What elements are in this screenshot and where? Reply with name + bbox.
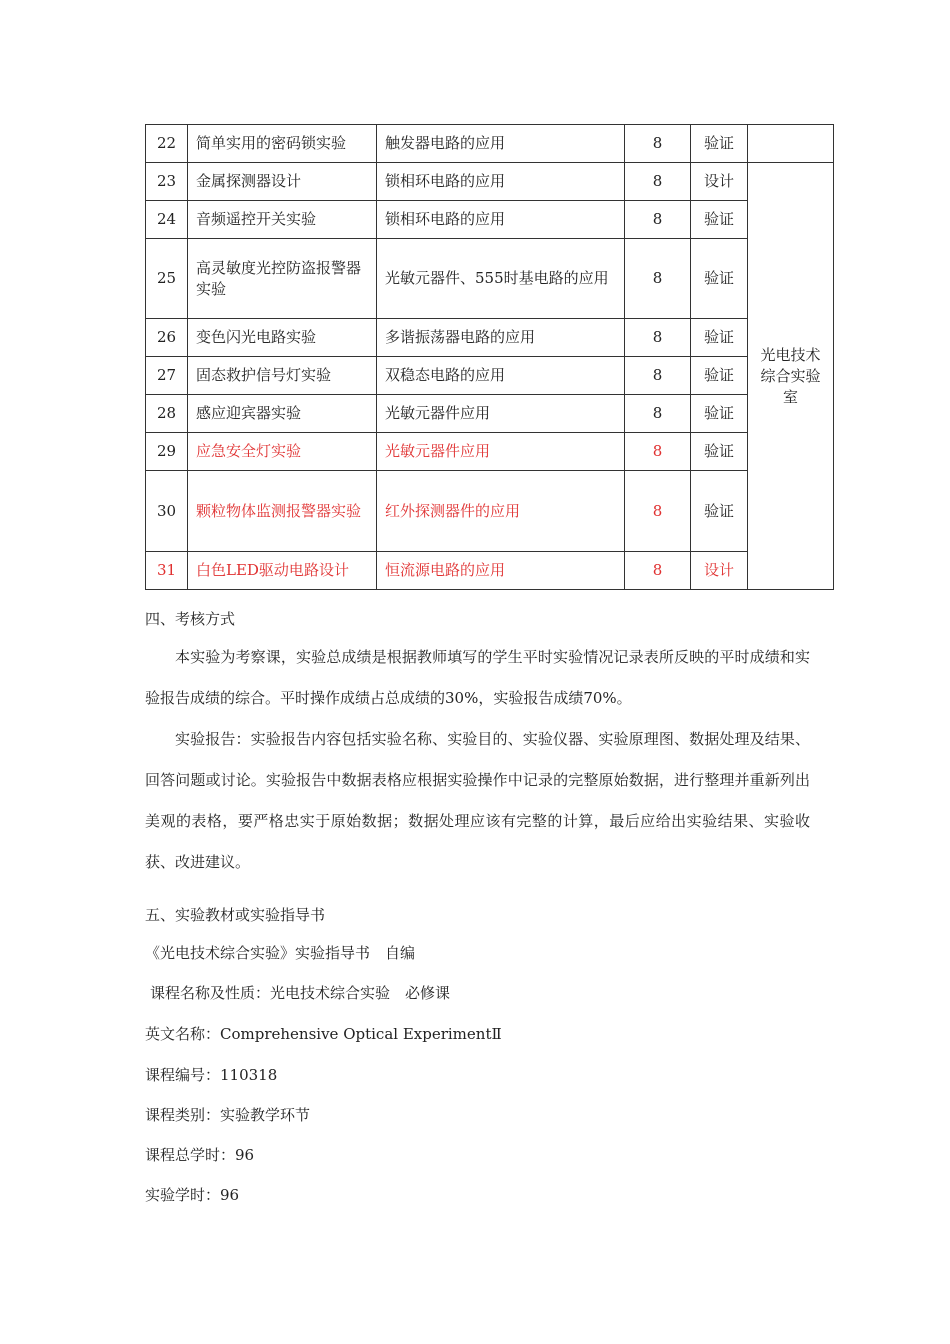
row-number-cell: 23 xyxy=(146,163,188,201)
textbook-line: 《光电技术综合实验》实验指导书 自编 xyxy=(145,944,416,962)
hours-cell: 8 xyxy=(625,163,691,201)
course-name-nature: 课程名称及性质：光电技术综合实验 必修课 xyxy=(150,984,451,1002)
hours-cell: 8 xyxy=(625,357,691,395)
section-4-heading: 四、考核方式 xyxy=(145,610,236,628)
experiment-content-cell: 双稳态电路的应用 xyxy=(377,357,625,395)
experiment-table xyxy=(145,124,834,590)
type-cell: 设计 xyxy=(691,163,748,201)
experiment-content-cell: 光敏元器件、555时基电路的应用 xyxy=(377,239,625,319)
row-number-cell: 22 xyxy=(146,125,188,163)
experiment-content-cell: 红外探测器件的应用 xyxy=(377,471,625,552)
course-lab-hours: 实验学时：96 xyxy=(145,1186,240,1204)
table-row xyxy=(146,125,834,163)
table-row xyxy=(146,239,834,319)
hours-cell: 8 xyxy=(625,433,691,471)
experiment-content-cell: 触发器电路的应用 xyxy=(377,125,625,163)
row-number-cell: 31 xyxy=(146,552,188,590)
experiment-name-cell: 应急安全灯实验 xyxy=(188,433,377,471)
experiment-content-cell: 恒流源电路的应用 xyxy=(377,552,625,590)
table-row xyxy=(146,552,834,590)
type-cell: 验证 xyxy=(691,319,748,357)
hours-cell: 8 xyxy=(625,125,691,163)
type-cell: 验证 xyxy=(691,433,748,471)
row-number-cell: 24 xyxy=(146,201,188,239)
table-row xyxy=(146,201,834,239)
hours-cell: 8 xyxy=(625,471,691,552)
course-category: 课程类别：实验教学环节 xyxy=(145,1106,311,1124)
type-cell: 验证 xyxy=(691,357,748,395)
lab-name-cell: 光电技术综合实验室 xyxy=(748,163,834,590)
hours-cell: 8 xyxy=(625,552,691,590)
experiment-name-cell: 固态救护信号灯实验 xyxy=(188,357,377,395)
experiment-name-cell: 白色LED驱动电路设计 xyxy=(188,552,377,590)
table-row xyxy=(146,433,834,471)
experiment-name-cell: 高灵敏度光控防盗报警器实验 xyxy=(188,239,377,319)
hours-cell: 8 xyxy=(625,395,691,433)
course-english-name: 英文名称：Comprehensive Optical ExperimentⅡ xyxy=(145,1025,502,1043)
hours-cell: 8 xyxy=(625,201,691,239)
experiment-name-cell: 感应迎宾器实验 xyxy=(188,395,377,433)
course-code: 课程编号：110318 xyxy=(145,1066,278,1084)
experiment-name-cell: 颗粒物体监测报警器实验 xyxy=(188,471,377,552)
experiment-name-cell: 音频遥控开关实验 xyxy=(188,201,377,239)
experiment-content-cell: 锁相环电路的应用 xyxy=(377,163,625,201)
hours-cell: 8 xyxy=(625,239,691,319)
table-row xyxy=(146,471,834,552)
type-cell: 验证 xyxy=(691,125,748,163)
type-cell: 设计 xyxy=(691,552,748,590)
experiment-content-cell: 多谐振荡器电路的应用 xyxy=(377,319,625,357)
table-row xyxy=(146,395,834,433)
experiment-name-cell: 金属探测器设计 xyxy=(188,163,377,201)
experiment-content-cell: 光敏元器件应用 xyxy=(377,395,625,433)
row-number-cell: 30 xyxy=(146,471,188,552)
experiment-content-cell: 光敏元器件应用 xyxy=(377,433,625,471)
row-number-cell: 28 xyxy=(146,395,188,433)
row-number-cell: 26 xyxy=(146,319,188,357)
experiment-name-cell: 变色闪光电路实验 xyxy=(188,319,377,357)
row-number-cell: 27 xyxy=(146,357,188,395)
type-cell: 验证 xyxy=(691,471,748,552)
hours-cell: 8 xyxy=(625,319,691,357)
assessment-paragraph-2: 实验报告：实验报告内容包括实验名称、实验目的、实验仪器、实验原理图、数据处理及结果、回答问题或讨论。实验报告中数据表格应根据实验操作中记录的完整原始数据，进行整理并重新列出美观的表格，要严格忠实于原始数据；数据处理应该有完整的计算，最后应给出实验结果、实验收获、改进建议。 xyxy=(145,730,810,871)
row-number-cell: 25 xyxy=(146,239,188,319)
course-total-hours: 课程总学时：96 xyxy=(145,1146,255,1164)
type-cell: 验证 xyxy=(691,395,748,433)
assessment-paragraph-1: 本实验为考察课，实验总成绩是根据教师填写的学生平时实验情况记录表所反映的平时成绩和实验报告成绩的综合。平时操作成绩占总成绩的30%，实验报告成绩70%。 xyxy=(145,648,810,707)
type-cell: 验证 xyxy=(691,239,748,319)
lab-cell-empty xyxy=(748,125,834,163)
table-row xyxy=(146,319,834,357)
experiment-content-cell: 锁相环电路的应用 xyxy=(377,201,625,239)
section-5-heading: 五、实验教材或实验指导书 xyxy=(145,906,326,924)
experiment-name-cell: 简单实用的密码锁实验 xyxy=(188,125,377,163)
table-row xyxy=(146,163,834,201)
row-number-cell: 29 xyxy=(146,433,188,471)
table-row xyxy=(146,357,834,395)
type-cell: 验证 xyxy=(691,201,748,239)
